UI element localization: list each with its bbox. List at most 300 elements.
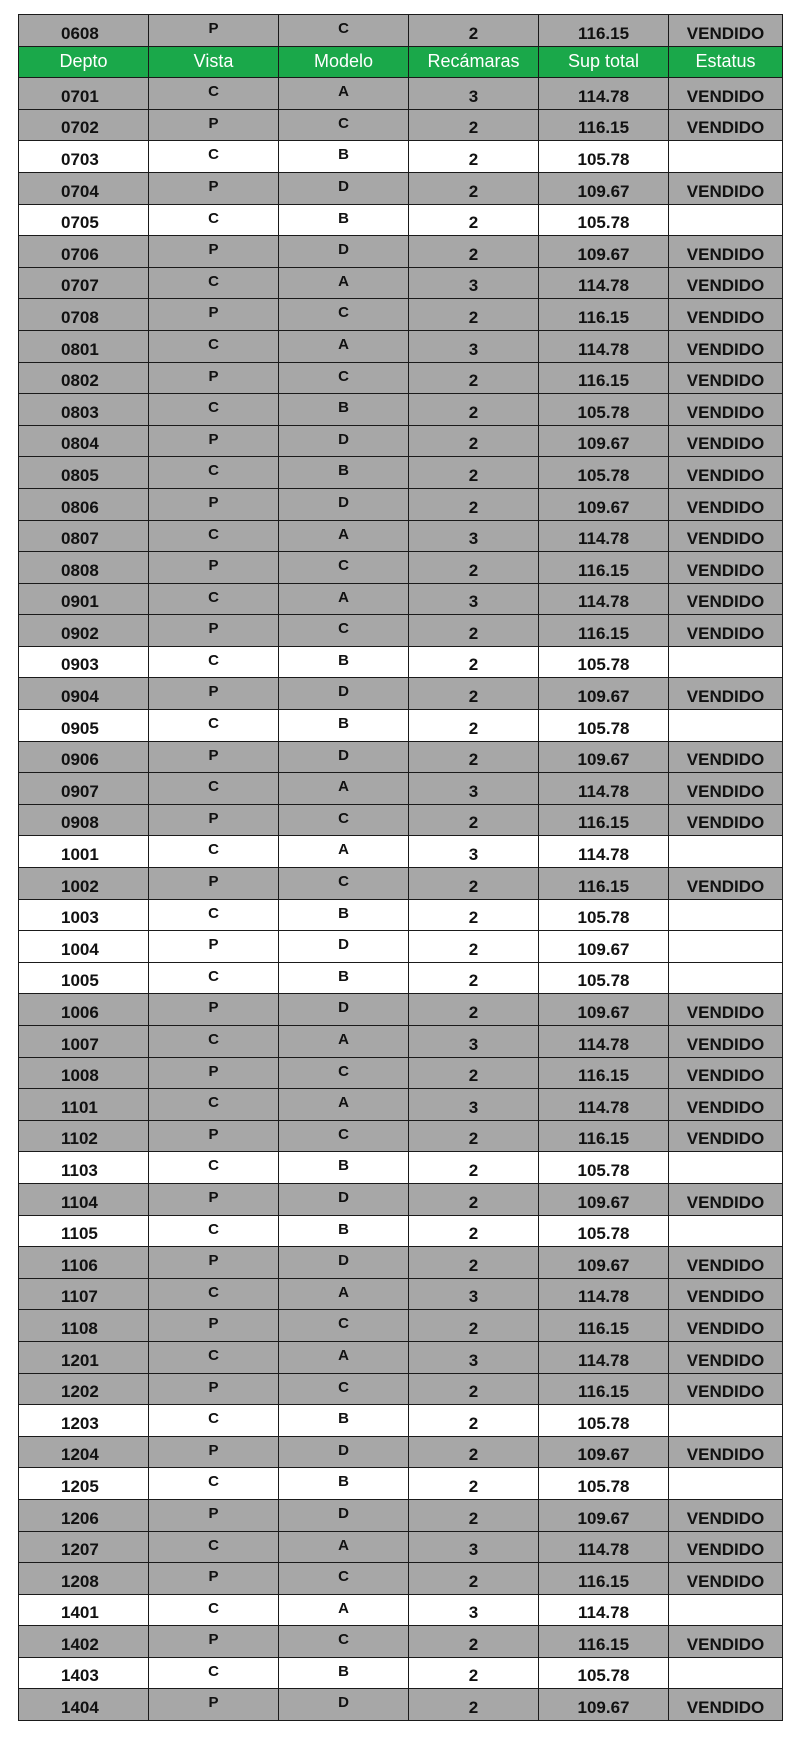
cell-depto: 1003 [19, 899, 149, 931]
cell-vista: P [149, 1689, 279, 1721]
table-row [19, 615, 783, 647]
cell-estatus [669, 1215, 783, 1247]
cell-modelo: D [279, 678, 409, 710]
cell-sup-total: 114.78 [539, 583, 669, 615]
cell-sup-total: 109.67 [539, 1436, 669, 1468]
cell-vista: P [149, 1626, 279, 1658]
cell-estatus: VENDIDO [669, 552, 783, 584]
cell-modelo: D [279, 741, 409, 773]
table-row [19, 1499, 783, 1531]
cell-estatus [669, 1594, 783, 1626]
cell-depto: 0706 [19, 236, 149, 268]
cell-estatus: VENDIDO [669, 330, 783, 362]
cell-depto: 0703 [19, 141, 149, 173]
cell-estatus: VENDIDO [669, 425, 783, 457]
cell-sup-total: 116.15 [539, 1626, 669, 1658]
cell-estatus [669, 204, 783, 236]
table-row [19, 773, 783, 805]
cell-sup-total: 105.78 [539, 710, 669, 742]
cell-modelo: B [279, 899, 409, 931]
cell-recamaras: 2 [409, 15, 539, 47]
cell-estatus: VENDIDO [669, 299, 783, 331]
cell-recamaras: 3 [409, 1089, 539, 1121]
cell-estatus: VENDIDO [669, 1089, 783, 1121]
cell-modelo: B [279, 394, 409, 426]
cell-vista: C [149, 1405, 279, 1437]
cell-recamaras: 2 [409, 488, 539, 520]
cell-depto: 0804 [19, 425, 149, 457]
cell-depto: 0805 [19, 457, 149, 489]
cell-vista: P [149, 1057, 279, 1089]
cell-estatus: VENDIDO [669, 1499, 783, 1531]
cell-modelo: A [279, 1278, 409, 1310]
cell-estatus: VENDIDO [669, 1436, 783, 1468]
cell-estatus: VENDIDO [669, 488, 783, 520]
cell-depto: 0702 [19, 109, 149, 141]
cell-depto: 1208 [19, 1563, 149, 1595]
cell-modelo: A [279, 267, 409, 299]
cell-recamaras: 2 [409, 299, 539, 331]
cell-modelo: D [279, 236, 409, 268]
cell-vista: P [149, 488, 279, 520]
cell-depto: 0707 [19, 267, 149, 299]
cell-sup-total: 105.78 [539, 1215, 669, 1247]
cell-modelo: B [279, 710, 409, 742]
table-row [19, 1657, 783, 1689]
cell-vista: C [149, 394, 279, 426]
cell-modelo: A [279, 1594, 409, 1626]
cell-depto: 1005 [19, 962, 149, 994]
cell-modelo: B [279, 1152, 409, 1184]
cell-sup-total: 116.15 [539, 804, 669, 836]
cell-estatus: VENDIDO [669, 1057, 783, 1089]
cell-depto: 0905 [19, 710, 149, 742]
cell-sup-total: 116.15 [539, 362, 669, 394]
cell-recamaras: 2 [409, 1436, 539, 1468]
cell-vista: P [149, 552, 279, 584]
cell-recamaras: 2 [409, 646, 539, 678]
cell-sup-total: 109.67 [539, 994, 669, 1026]
cell-sup-total: 105.78 [539, 394, 669, 426]
cell-estatus: VENDIDO [669, 520, 783, 552]
cell-modelo: C [279, 299, 409, 331]
cell-vista: P [149, 425, 279, 457]
cell-sup-total: 114.78 [539, 1594, 669, 1626]
cell-sup-total: 116.15 [539, 109, 669, 141]
cell-sup-total: 116.15 [539, 1057, 669, 1089]
cell-modelo: A [279, 1531, 409, 1563]
cell-estatus: VENDIDO [669, 1689, 783, 1721]
cell-depto: 1205 [19, 1468, 149, 1500]
cell-sup-total: 105.78 [539, 1152, 669, 1184]
cell-recamaras: 2 [409, 710, 539, 742]
cell-sup-total: 116.15 [539, 299, 669, 331]
cell-estatus: VENDIDO [669, 741, 783, 773]
cell-estatus: VENDIDO [669, 868, 783, 900]
table-row [19, 1468, 783, 1500]
inventory-sheet [18, 14, 782, 1721]
cell-recamaras: 3 [409, 836, 539, 868]
cell-depto: 1002 [19, 868, 149, 900]
cell-estatus [669, 899, 783, 931]
column-header-vista: Vista [149, 46, 279, 78]
cell-sup-total: 116.15 [539, 1563, 669, 1595]
cell-estatus: VENDIDO [669, 172, 783, 204]
table-row [19, 1057, 783, 1089]
cell-recamaras: 2 [409, 931, 539, 963]
cell-sup-total: 105.78 [539, 646, 669, 678]
table-row [19, 1152, 783, 1184]
cell-recamaras: 3 [409, 267, 539, 299]
cell-vista: C [149, 583, 279, 615]
cell-recamaras: 2 [409, 1057, 539, 1089]
cell-recamaras: 3 [409, 1026, 539, 1058]
cell-sup-total: 105.78 [539, 204, 669, 236]
table-row [19, 552, 783, 584]
table-row [19, 1247, 783, 1279]
cell-recamaras: 2 [409, 994, 539, 1026]
cell-vista: C [149, 899, 279, 931]
table-row [19, 1341, 783, 1373]
cell-vista: P [149, 804, 279, 836]
cell-vista: C [149, 1026, 279, 1058]
cell-recamaras: 2 [409, 678, 539, 710]
cell-recamaras: 2 [409, 236, 539, 268]
cell-depto: 1207 [19, 1531, 149, 1563]
cell-modelo: C [279, 1373, 409, 1405]
cell-depto: 0608 [19, 15, 149, 47]
units-table [18, 14, 783, 1721]
cell-modelo: A [279, 520, 409, 552]
cell-depto: 0705 [19, 204, 149, 236]
cell-depto: 0902 [19, 615, 149, 647]
cell-modelo: C [279, 109, 409, 141]
cell-depto: 1101 [19, 1089, 149, 1121]
cell-estatus: VENDIDO [669, 236, 783, 268]
cell-sup-total: 116.15 [539, 868, 669, 900]
cell-modelo: D [279, 488, 409, 520]
cell-sup-total: 116.15 [539, 1310, 669, 1342]
cell-modelo: A [279, 330, 409, 362]
cell-sup-total: 114.78 [539, 520, 669, 552]
column-header-recamaras: Recámaras [409, 46, 539, 78]
table-row [19, 1278, 783, 1310]
cell-depto: 0908 [19, 804, 149, 836]
cell-sup-total: 105.78 [539, 457, 669, 489]
cell-depto: 0904 [19, 678, 149, 710]
cell-depto: 0906 [19, 741, 149, 773]
cell-depto: 1108 [19, 1310, 149, 1342]
cell-vista: P [149, 1563, 279, 1595]
cell-estatus: VENDIDO [669, 1626, 783, 1658]
cell-vista: C [149, 1468, 279, 1500]
cell-modelo: A [279, 836, 409, 868]
cell-recamaras: 2 [409, 1657, 539, 1689]
cell-sup-total: 114.78 [539, 1089, 669, 1121]
cell-vista: C [149, 710, 279, 742]
table-row [19, 236, 783, 268]
cell-estatus [669, 141, 783, 173]
cell-sup-total: 109.67 [539, 1247, 669, 1279]
cell-depto: 0801 [19, 330, 149, 362]
cell-recamaras: 2 [409, 394, 539, 426]
cell-modelo: D [279, 994, 409, 1026]
cell-recamaras: 2 [409, 1152, 539, 1184]
table-row [19, 710, 783, 742]
cell-recamaras: 2 [409, 741, 539, 773]
cell-sup-total: 114.78 [539, 78, 669, 110]
table-row [19, 868, 783, 900]
cell-depto: 0803 [19, 394, 149, 426]
cell-vista: C [149, 457, 279, 489]
cell-estatus [669, 931, 783, 963]
cell-recamaras: 3 [409, 78, 539, 110]
cell-depto: 0806 [19, 488, 149, 520]
cell-estatus: VENDIDO [669, 362, 783, 394]
table-row [19, 141, 783, 173]
cell-modelo: B [279, 141, 409, 173]
cell-modelo: C [279, 1310, 409, 1342]
cell-modelo: C [279, 804, 409, 836]
cell-vista: C [149, 1341, 279, 1373]
cell-depto: 0701 [19, 78, 149, 110]
cell-depto: 1106 [19, 1247, 149, 1279]
cell-sup-total: 109.67 [539, 172, 669, 204]
table-row [19, 804, 783, 836]
cell-sup-total: 109.67 [539, 678, 669, 710]
cell-depto: 1105 [19, 1215, 149, 1247]
cell-depto: 1103 [19, 1152, 149, 1184]
cell-depto: 1007 [19, 1026, 149, 1058]
cell-estatus: VENDIDO [669, 78, 783, 110]
column-header-modelo: Modelo [279, 46, 409, 78]
cell-recamaras: 2 [409, 362, 539, 394]
cell-vista: C [149, 962, 279, 994]
cell-vista: C [149, 1657, 279, 1689]
cell-vista: P [149, 1183, 279, 1215]
table-row [19, 78, 783, 110]
cell-modelo: B [279, 646, 409, 678]
cell-vista: C [149, 773, 279, 805]
cell-vista: P [149, 15, 279, 47]
cell-estatus: VENDIDO [669, 1531, 783, 1563]
cell-recamaras: 2 [409, 1247, 539, 1279]
cell-estatus: VENDIDO [669, 1341, 783, 1373]
cell-depto: 1206 [19, 1499, 149, 1531]
cell-modelo: A [279, 583, 409, 615]
cell-sup-total: 114.78 [539, 267, 669, 299]
cell-depto: 1403 [19, 1657, 149, 1689]
header-row [19, 46, 783, 78]
cell-recamaras: 2 [409, 172, 539, 204]
cell-estatus: VENDIDO [669, 1373, 783, 1405]
cell-depto: 0901 [19, 583, 149, 615]
cell-vista: C [149, 204, 279, 236]
cell-depto: 1006 [19, 994, 149, 1026]
cell-estatus: VENDIDO [669, 109, 783, 141]
cell-vista: C [149, 1215, 279, 1247]
cell-vista: P [149, 1436, 279, 1468]
cell-vista: P [149, 1247, 279, 1279]
cell-vista: C [149, 141, 279, 173]
cell-modelo: D [279, 1247, 409, 1279]
cell-vista: P [149, 931, 279, 963]
cell-modelo: D [279, 931, 409, 963]
cell-depto: 1401 [19, 1594, 149, 1626]
cell-vista: P [149, 615, 279, 647]
cell-estatus: VENDIDO [669, 1026, 783, 1058]
cell-recamaras: 2 [409, 1373, 539, 1405]
cell-recamaras: 2 [409, 457, 539, 489]
cell-estatus: VENDIDO [669, 1563, 783, 1595]
cell-sup-total: 116.15 [539, 552, 669, 584]
cell-vista: C [149, 520, 279, 552]
cell-recamaras: 2 [409, 141, 539, 173]
cell-estatus: VENDIDO [669, 1120, 783, 1152]
cell-sup-total: 105.78 [539, 141, 669, 173]
cell-sup-total: 109.67 [539, 1689, 669, 1721]
cell-estatus: VENDIDO [669, 267, 783, 299]
cell-modelo: C [279, 552, 409, 584]
cell-estatus: VENDIDO [669, 1278, 783, 1310]
cell-modelo: A [279, 78, 409, 110]
cell-recamaras: 3 [409, 330, 539, 362]
cell-modelo: D [279, 1689, 409, 1721]
cell-recamaras: 2 [409, 1689, 539, 1721]
table-row [19, 1563, 783, 1595]
table-row [19, 15, 783, 47]
cell-recamaras: 2 [409, 868, 539, 900]
cell-modelo: A [279, 1341, 409, 1373]
cell-depto: 0708 [19, 299, 149, 331]
table-row [19, 1089, 783, 1121]
table-row [19, 1626, 783, 1658]
cell-estatus [669, 962, 783, 994]
cell-depto: 1102 [19, 1120, 149, 1152]
cell-modelo: C [279, 868, 409, 900]
cell-estatus [669, 1152, 783, 1184]
cell-depto: 0808 [19, 552, 149, 584]
cell-estatus [669, 1468, 783, 1500]
cell-modelo: D [279, 172, 409, 204]
cell-modelo: B [279, 1468, 409, 1500]
cell-sup-total: 114.78 [539, 773, 669, 805]
cell-vista: P [149, 362, 279, 394]
cell-sup-total: 116.15 [539, 1373, 669, 1405]
table-row [19, 425, 783, 457]
cell-vista: P [149, 1310, 279, 1342]
table-row [19, 1689, 783, 1721]
cell-depto: 1203 [19, 1405, 149, 1437]
cell-estatus: VENDIDO [669, 773, 783, 805]
cell-estatus [669, 710, 783, 742]
cell-depto: 1404 [19, 1689, 149, 1721]
cell-sup-total: 116.15 [539, 615, 669, 647]
cell-modelo: B [279, 457, 409, 489]
table-row [19, 172, 783, 204]
cell-modelo: B [279, 1657, 409, 1689]
cell-modelo: B [279, 204, 409, 236]
cell-sup-total: 109.67 [539, 488, 669, 520]
cell-recamaras: 2 [409, 552, 539, 584]
cell-sup-total: 114.78 [539, 330, 669, 362]
cell-vista: P [149, 1499, 279, 1531]
cell-depto: 1004 [19, 931, 149, 963]
cell-depto: 1104 [19, 1183, 149, 1215]
cell-recamaras: 3 [409, 773, 539, 805]
cell-vista: P [149, 1373, 279, 1405]
table-row [19, 299, 783, 331]
cell-sup-total: 109.67 [539, 236, 669, 268]
cell-modelo: C [279, 1057, 409, 1089]
cell-estatus [669, 1405, 783, 1437]
cell-recamaras: 2 [409, 1468, 539, 1500]
cell-depto: 1202 [19, 1373, 149, 1405]
cell-recamaras: 2 [409, 425, 539, 457]
table-row [19, 1120, 783, 1152]
table-row [19, 583, 783, 615]
cell-modelo: A [279, 1089, 409, 1121]
cell-depto: 0807 [19, 520, 149, 552]
table-row [19, 457, 783, 489]
cell-modelo: B [279, 962, 409, 994]
cell-recamaras: 3 [409, 1341, 539, 1373]
cell-vista: P [149, 994, 279, 1026]
cell-sup-total: 114.78 [539, 1531, 669, 1563]
cell-modelo: D [279, 1499, 409, 1531]
table-row [19, 520, 783, 552]
table-row [19, 1405, 783, 1437]
cell-estatus: VENDIDO [669, 15, 783, 47]
cell-depto: 1201 [19, 1341, 149, 1373]
table-row [19, 330, 783, 362]
cell-recamaras: 2 [409, 1626, 539, 1658]
cell-estatus [669, 1657, 783, 1689]
table-row [19, 899, 783, 931]
table-row [19, 1310, 783, 1342]
cell-recamaras: 2 [409, 109, 539, 141]
cell-modelo: A [279, 1026, 409, 1058]
cell-recamaras: 2 [409, 1215, 539, 1247]
cell-vista: P [149, 868, 279, 900]
cell-estatus [669, 646, 783, 678]
table-row [19, 267, 783, 299]
cell-estatus: VENDIDO [669, 615, 783, 647]
table-row [19, 1183, 783, 1215]
table-row [19, 962, 783, 994]
cell-depto: 0802 [19, 362, 149, 394]
cell-sup-total: 109.67 [539, 741, 669, 773]
cell-depto: 1008 [19, 1057, 149, 1089]
cell-vista: C [149, 1152, 279, 1184]
table-row [19, 1026, 783, 1058]
column-header-sup-total: Sup total [539, 46, 669, 78]
cell-estatus: VENDIDO [669, 1310, 783, 1342]
cell-sup-total: 109.67 [539, 931, 669, 963]
cell-vista: C [149, 267, 279, 299]
table-row [19, 488, 783, 520]
cell-sup-total: 105.78 [539, 899, 669, 931]
cell-estatus: VENDIDO [669, 394, 783, 426]
cell-recamaras: 3 [409, 1594, 539, 1626]
cell-vista: C [149, 836, 279, 868]
table-row [19, 836, 783, 868]
cell-modelo: D [279, 1183, 409, 1215]
cell-modelo: D [279, 425, 409, 457]
cell-sup-total: 116.15 [539, 15, 669, 47]
table-row [19, 1436, 783, 1468]
table-row [19, 678, 783, 710]
